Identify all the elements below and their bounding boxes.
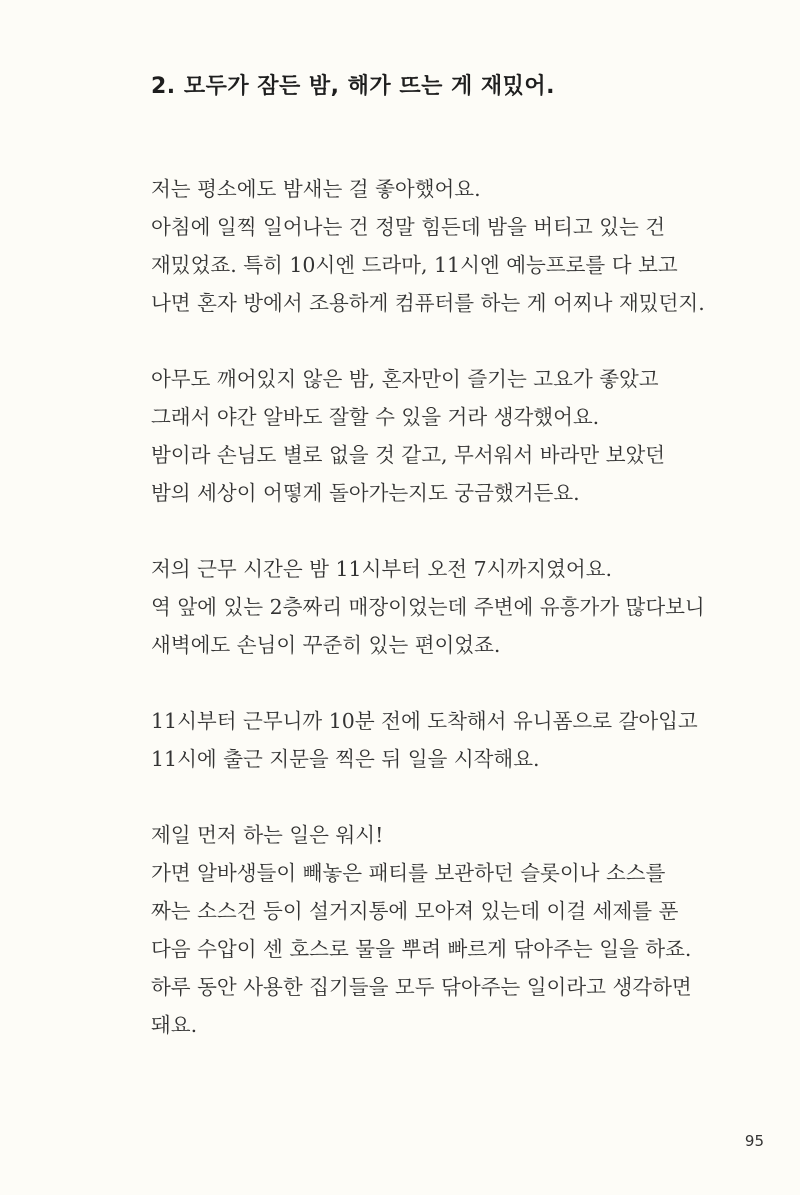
text-line: 저는 평소에도 밤새는 걸 좋아했어요.: [151, 177, 481, 201]
text-line: 가면 알바생들이 빼놓은 패티를 보관하던 슬롯이나 소스를: [151, 861, 666, 885]
paragraph: [151, 170, 751, 322]
body-text: [151, 170, 751, 1082]
paragraph: [151, 816, 751, 1044]
text-line: 제일 먼저 하는 일은 워시!: [151, 823, 384, 847]
section-heading: 2. 모두가 잠든 밤, 해가 뜨는 게 재밌어.: [151, 74, 556, 99]
text-line: 나면 혼자 방에서 조용하게 컴퓨터를 하는 게 어찌나 재밌던지.: [151, 291, 705, 315]
text-line: 하루 동안 사용한 집기들을 모두 닦아주는 일이라고 생각하면: [151, 975, 692, 999]
text-line: 그래서 야간 알바도 잘할 수 있을 거라 생각했어요.: [151, 405, 600, 429]
text-line: 짜는 소스건 등이 설거지통에 모아져 있는데 이걸 세제를 푼: [151, 899, 679, 923]
paragraph: [151, 550, 751, 664]
text-line: 저의 근무 시간은 밤 11시부터 오전 7시까지였어요.: [151, 557, 612, 581]
text-line: 다음 수압이 센 호스로 물을 뿌려 빠르게 닦아주는 일을 하죠.: [151, 937, 692, 961]
text-line: 아무도 깨어있지 않은 밤, 혼자만이 즐기는 고요가 좋았고: [151, 367, 659, 391]
paragraph: [151, 360, 751, 512]
text-line: 재밌었죠. 특히 10시엔 드라마, 11시엔 예능프로를 다 보고: [151, 253, 678, 277]
paragraph: [151, 702, 751, 778]
text-line: 역 앞에 있는 2층짜리 매장이었는데 주변에 유흥가가 많다보니: [151, 595, 705, 619]
text-line: 11시부터 근무니까 10분 전에 도착해서 유니폼으로 갈아입고: [151, 709, 698, 733]
text-line: 밤의 세상이 어떻게 돌아가는지도 궁금했거든요.: [151, 481, 580, 505]
text-line: 밤이라 손님도 별로 없을 것 같고, 무서워서 바라만 보았던: [151, 443, 666, 467]
text-line: 아침에 일찍 일어나는 건 정말 힘든데 밤을 버티고 있는 건: [151, 215, 666, 239]
text-line: 돼요.: [151, 1013, 198, 1037]
page-number: 95: [744, 1132, 764, 1150]
text-line: 11시에 출근 지문을 찍은 뒤 일을 시작해요.: [151, 747, 540, 771]
text-line: 새벽에도 손님이 꾸준히 있는 편이었죠.: [151, 633, 501, 657]
